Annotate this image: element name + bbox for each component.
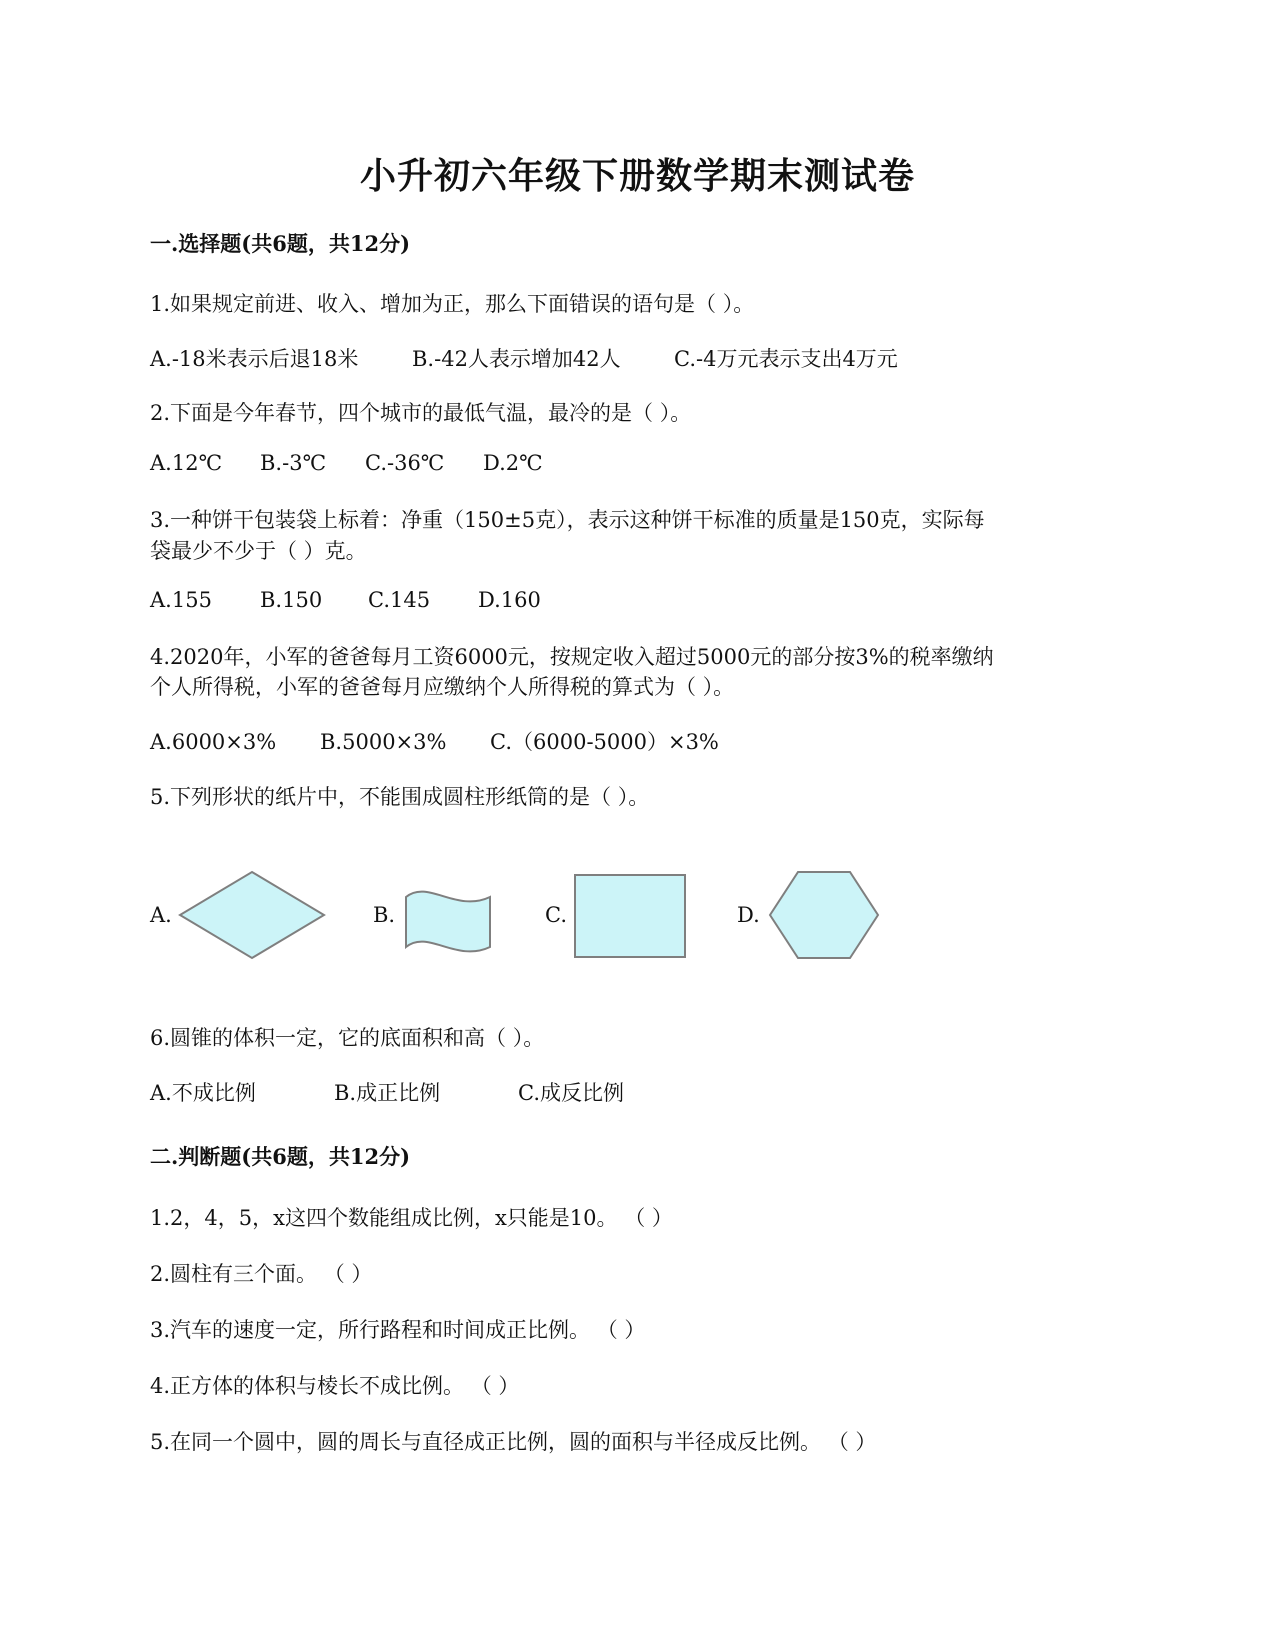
question-1-stem: 1.如果规定前进、收入、增加为正，那么下面错误的语句是（ ）。 bbox=[150, 292, 755, 316]
question-6-stem: 6.圆锥的体积一定，它的底面积和高（ ）。 bbox=[150, 1026, 545, 1050]
option-a[interactable]: A.不成比例 bbox=[150, 1081, 256, 1105]
judgement-item-1: 1.2，4，5，x这四个数能组成比例，x只能是10。 （ ） bbox=[150, 1206, 673, 1230]
option-a[interactable]: A.155 bbox=[150, 588, 212, 612]
question-4-options bbox=[150, 726, 719, 756]
question-3-stem-line-2: 袋最少不少于（ ）克。 bbox=[150, 539, 367, 563]
question-5-stem: 5.下列形状的纸片中，不能围成圆柱形纸筒的是（ ）。 bbox=[150, 785, 650, 809]
option-c[interactable]: C.145 bbox=[368, 588, 431, 612]
option-a[interactable]: A.-18米表示后退18米 bbox=[150, 347, 359, 371]
question-3-options bbox=[150, 588, 541, 612]
question-2-stem: 2.下面是今年春节，四个城市的最低气温，最冷的是（ ）。 bbox=[150, 401, 692, 425]
question-2-options bbox=[150, 451, 543, 475]
section-heading-choice: 一.选择题(共6题，共12分) bbox=[150, 231, 411, 256]
option-d[interactable]: D.160 bbox=[478, 588, 541, 612]
shape-option-label-b[interactable]: B. bbox=[373, 903, 396, 927]
section-heading-judgement: 二.判断题(共6题，共12分) bbox=[150, 1144, 411, 1169]
question-1-options bbox=[150, 343, 898, 373]
shape-option-label-c[interactable]: C. bbox=[545, 903, 567, 927]
wavy-sheet-icon[interactable] bbox=[400, 885, 494, 959]
option-c[interactable]: C.-36℃ bbox=[365, 451, 445, 475]
question-4-stem-line-2: 个人所得税，小军的爸爸每月应缴纳个人所得税的算式为（ ）。 bbox=[150, 675, 735, 699]
judgement-item-5: 5.在同一个圆中，圆的周长与直径成正比例，圆的面积与半径成反比例。 （ ） bbox=[150, 1430, 877, 1454]
shape-option-label-a[interactable]: A. bbox=[150, 903, 172, 927]
option-b[interactable]: B.-42人表示增加42人 bbox=[412, 347, 621, 371]
page-title: 小升初六年级下册数学期末测试卷 bbox=[359, 155, 915, 197]
rhombus-icon[interactable] bbox=[178, 870, 326, 960]
option-c[interactable]: C.-4万元表示支出4万元 bbox=[674, 347, 898, 371]
option-a[interactable]: A.12℃ bbox=[150, 451, 223, 475]
judgement-item-2: 2.圆柱有三个面。 （ ） bbox=[150, 1262, 373, 1286]
option-b[interactable]: B.150 bbox=[260, 588, 323, 612]
option-d[interactable]: D.2℃ bbox=[483, 451, 543, 475]
option-c[interactable]: C.成反比例 bbox=[518, 1081, 624, 1105]
judgement-item-4: 4.正方体的体积与棱长不成比例。 （ ） bbox=[150, 1374, 520, 1398]
option-b[interactable]: B.-3℃ bbox=[260, 451, 327, 475]
option-b[interactable]: B.5000×3% bbox=[320, 730, 447, 754]
option-a[interactable]: A.6000×3% bbox=[150, 730, 277, 754]
option-c[interactable]: C.（6000-5000）×3% bbox=[490, 730, 719, 754]
question-4-stem-line-1: 4.2020年，小军的爸爸每月工资6000元，按规定收入超过5000元的部分按3%的税率缴纳 bbox=[150, 645, 994, 669]
question-6-options bbox=[150, 1077, 624, 1107]
rectangle-icon[interactable] bbox=[573, 873, 687, 959]
shape-option-label-d[interactable]: D. bbox=[737, 903, 760, 927]
hexagon-icon[interactable] bbox=[768, 870, 880, 960]
question-3-stem-line-1: 3.一种饼干包装袋上标着：净重（150±5克），表示这种饼干标准的质量是150克，实际每 bbox=[150, 508, 985, 532]
judgement-item-3: 3.汽车的速度一定，所行路程和时间成正比例。 （ ） bbox=[150, 1318, 646, 1342]
option-b[interactable]: B.成正比例 bbox=[334, 1081, 441, 1105]
